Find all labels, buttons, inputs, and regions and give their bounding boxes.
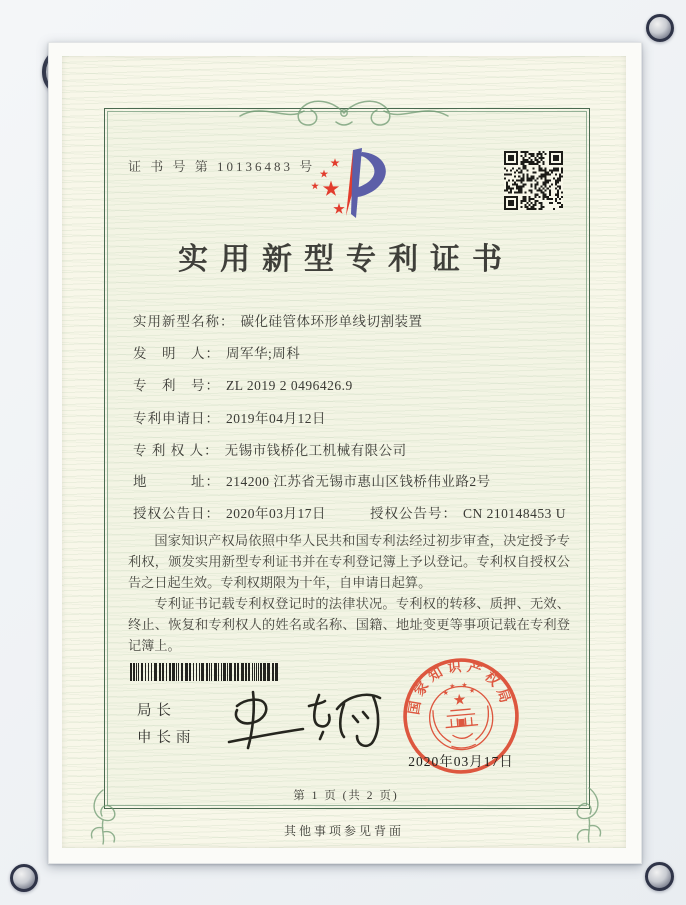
qr-code: [504, 151, 563, 210]
svg-text:国家知识产权局: [401, 654, 515, 717]
field-label: 专 利 权 人：: [133, 443, 219, 458]
body-paragraph: 国家知识产权局依照中华人民共和国专利法经过初步审查，决定授予专利权，颁发实用新型专利证书并在专利登记簿上予以登记。专利权自授权公告之日起生效。专利权期限为十年，自申请日起算。: [128, 533, 570, 590]
field-label: 地 址：: [133, 474, 220, 489]
field-label: 专利申请日：: [133, 411, 220, 426]
field-value: 214200 江苏省无锡市惠山区钱桥伟业路2号: [226, 474, 491, 489]
grant-date-value: 2020年03月17日: [226, 506, 326, 521]
field-row: [133, 439, 583, 459]
field-value: 无锡市钱桥化工机械有限公司: [224, 443, 407, 458]
corner-screw-icon: [646, 14, 674, 42]
field-value: 周军华;周科: [226, 346, 301, 361]
field-label: 专 利 号：: [133, 378, 220, 393]
certificate-number: 证 书 号 第 10136483 号: [128, 159, 316, 174]
grant-date-label: 授权公告日：: [133, 506, 220, 521]
grant-row: [133, 502, 583, 522]
cnipa-logo-icon: [296, 144, 396, 222]
field-value: 2019年04月12日: [226, 411, 326, 426]
certificate-title: 实用新型专利证书: [178, 243, 514, 276]
certificate-paper: [62, 56, 626, 848]
signer-name: 申长雨: [137, 730, 196, 746]
signer-title: 局长: [137, 703, 176, 719]
seal-text: 国家知识产权局: [406, 658, 515, 716]
field-row: [133, 470, 583, 490]
page-info: 第 1 页 (共 2 页): [293, 790, 399, 802]
back-note: 其他事项参见背面: [283, 824, 404, 838]
field-value: 碳化硅管体环形单线切割装置: [240, 314, 423, 329]
grant-no-value: CN 210148453 U: [463, 506, 567, 521]
field-label: 发 明 人：: [133, 346, 220, 361]
certificate-body: [128, 530, 570, 656]
corner-screw-icon: [645, 862, 674, 891]
signature: [217, 668, 389, 770]
field-row: [133, 342, 583, 362]
seal-date: 2020年03月17日: [408, 754, 514, 769]
grant-no-label: 授权公告号：: [370, 506, 457, 521]
field-row: [133, 374, 583, 394]
corner-screw-icon: [10, 864, 38, 892]
field-label: 实用新型名称：: [133, 314, 235, 329]
field-row: [133, 407, 583, 427]
field-row: [133, 310, 583, 330]
field-value: ZL 2019 2 0496426.9: [226, 378, 353, 393]
body-paragraph: 专利证书记载专利权登记时的法律状况。专利权的转移、质押、无效、终止、恢复和专利权人的姓名或名称、国籍、地址变更等事项记载在专利登记簿上。: [128, 596, 570, 653]
